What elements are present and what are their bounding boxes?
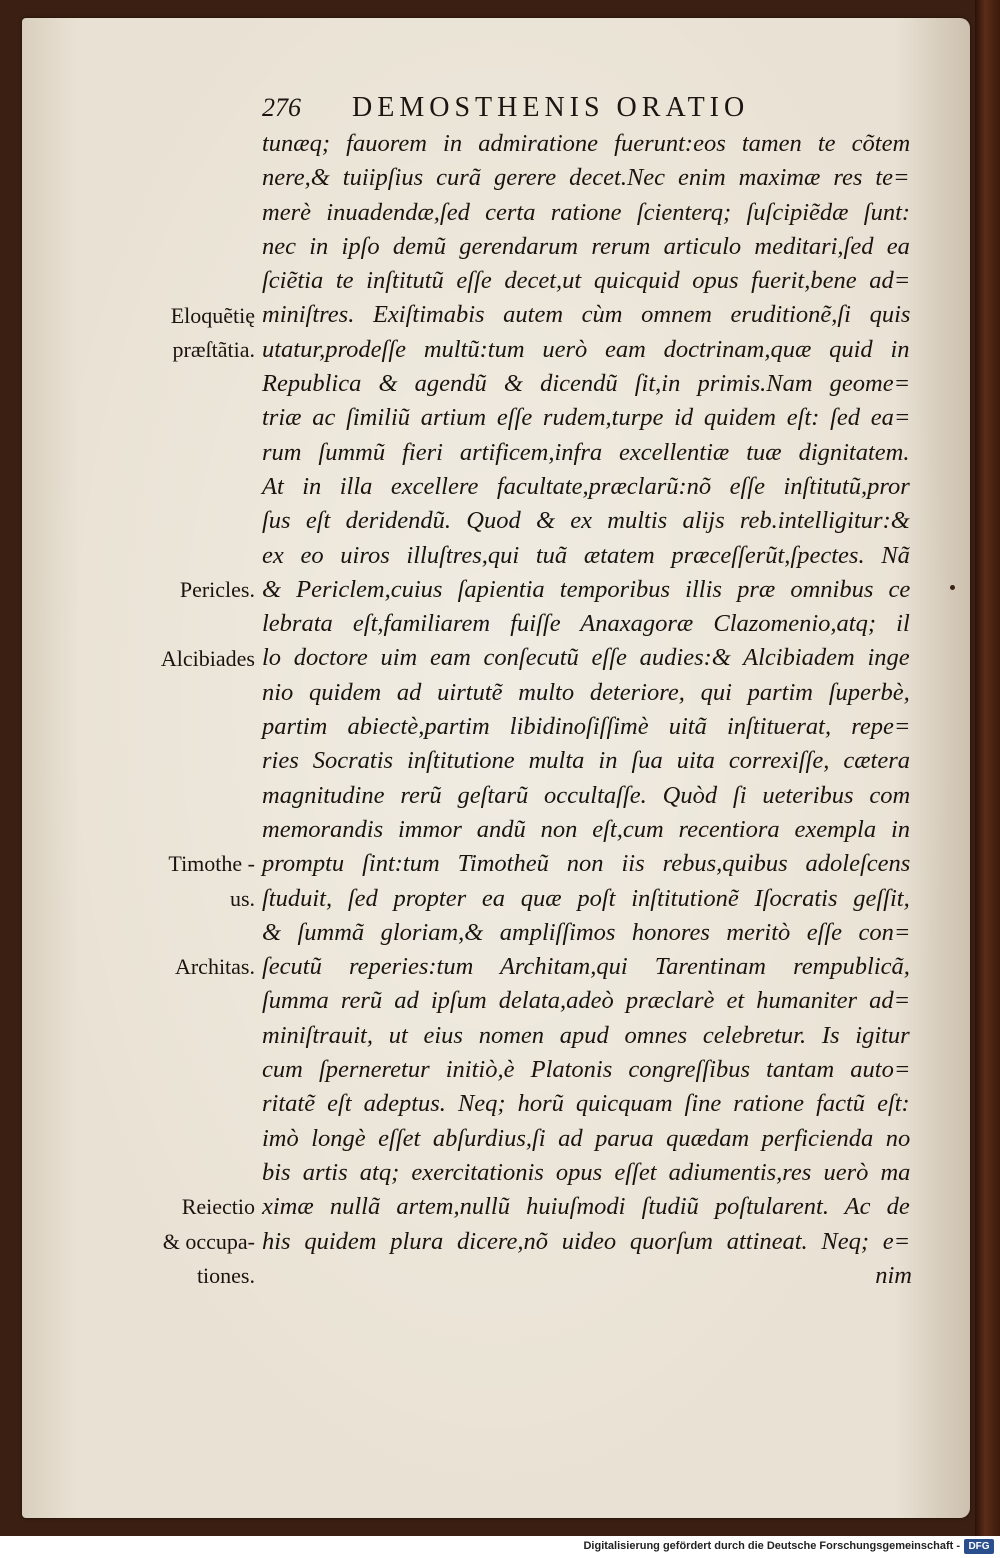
text-line: rum ſummũ fieri artificem,infra excellentiæ tuæ dignitatem. bbox=[262, 438, 910, 466]
text-line: imò longè eſſet abſurdius,ſi ad parua quædam perficienda no bbox=[262, 1124, 911, 1152]
text-line: lo doctore uim eam conſecutũ eſſe audies:& Alcibiadem inge bbox=[262, 644, 910, 672]
book-edge bbox=[975, 0, 1000, 1536]
text-line: tunæq; fauorem in admiratione fuerunt:eos tamen te cõtem bbox=[262, 130, 911, 157]
text-line: & Periclem,cuius ſapientia temporibus illis præ omnibus ce bbox=[262, 575, 911, 603]
margin-note: & occupa- bbox=[162, 1228, 255, 1254]
text-line: ex eo uiros illuſtres,qui tuã ætatem præceſſerũt,ſpectes. Nã bbox=[262, 541, 910, 569]
text-line: ritatẽ eſt adeptus. Neq; horũ quicquam ſine ratione factũ eſt: bbox=[262, 1090, 910, 1118]
text-line: memorandis immor andũ non eſt,cum recentiora exempla in bbox=[262, 815, 910, 843]
margin-note: tiones. bbox=[196, 1262, 255, 1288]
text-line: ſus eſt deridendũ. Quod & ex multis alijs reb.intelligitur:& bbox=[262, 507, 910, 535]
margin-note: Timothe - bbox=[168, 851, 255, 877]
text-line: At in illa excellere facultate,præclarũ:nõ eſſe inſtitutũ,pror bbox=[262, 472, 910, 500]
text-line: partim abiectè,partim libidinoſiſſimè uitã inſtituerat, repe= bbox=[262, 713, 911, 741]
text-line: Republica & agendũ & dicendũ ſit,in primis.Nam geome= bbox=[262, 370, 911, 398]
text-line: bis artis atq; exercitationis opus eſſet adiumentis,res uerò ma bbox=[262, 1158, 911, 1186]
margin-note: Alcibiades bbox=[160, 645, 255, 671]
running-head bbox=[262, 92, 862, 126]
running-head-title: DEMOSTHENIS ORATIO bbox=[352, 92, 750, 123]
margin-note: Reiectio bbox=[181, 1194, 255, 1220]
margin-note: præſtãtia. bbox=[172, 336, 255, 362]
text-line: nio quidem ad uirtutẽ multo deteriore, qui partim ſuperbè, bbox=[262, 678, 910, 706]
text-line: his quidem plura dicere,nõ uideo quorſum attineat. Neq; e= bbox=[262, 1227, 911, 1255]
page-number: 276 bbox=[262, 93, 301, 122]
footer-credit: Digitalisierung gefördert durch die Deutsche Forschungsgemeinschaft - bbox=[583, 1540, 960, 1552]
text-line: ximæ nullã artem,nullũ huiuſmodi ſtudiũ poſtularent. Ac de bbox=[262, 1193, 910, 1221]
text-line: miniſtrauit, ut eius nomen apud omnes celebretur. Is igitur bbox=[262, 1021, 910, 1049]
margin-note: Eloquẽtię bbox=[170, 302, 255, 328]
text-line: lebrata eſt,familiarem fuiſſe Anaxagoræ Clazomenio,atq; il bbox=[262, 610, 910, 638]
text-line: nec in ipſo demũ gerendarum rerum articulo meditari,ſed ea bbox=[262, 232, 910, 260]
dfg-logo-icon: DFG bbox=[964, 1539, 994, 1554]
text-line: nere,& tuiipſius curã gerere decet.Nec enim maximæ res te= bbox=[262, 164, 910, 192]
margin-note: Pericles. bbox=[179, 576, 255, 602]
margin-note: us. bbox=[229, 885, 255, 911]
footer-bar bbox=[0, 1536, 1000, 1558]
text-line: ries Socratis inſtitutione multa in ſua uita correxiſſe, cætera bbox=[262, 747, 910, 775]
main-text-block bbox=[262, 127, 922, 1293]
text-line: ſtuduit, ſed propter ea quæ poſt inſtitutionẽ Iſocratis geſſit, bbox=[262, 884, 910, 912]
text-line: merè inuadendæ,ſed certa ratione ſcienterq; ſuſcipiẽdæ ſunt: bbox=[262, 198, 911, 226]
margin-note: Architas. bbox=[174, 954, 255, 980]
text-line: promptu ſint:tum Timotheũ non iis rebus,quibus adoleſcens bbox=[262, 850, 911, 878]
text-line: triæ ac ſimiliũ artium eſſe rudem,turpe id quidem eſt: ſed ea= bbox=[262, 404, 911, 432]
ink-spot bbox=[950, 585, 955, 590]
text-line: cum ſperneretur initiò,è Platonis congreſſibus tantam auto= bbox=[262, 1056, 911, 1084]
text-line: magnitudine rerũ geſtarũ occultaſſe. Quòd ſi ueteribus com bbox=[262, 781, 911, 809]
text-line: nim bbox=[875, 1261, 912, 1289]
text-line: utatur,prodeſſe multũ:tum uerò eam doctrinam,quæ quid in bbox=[262, 335, 910, 363]
text-line: ſumma rerũ ad ipſum delata,adeò præclarè et humaniter ad= bbox=[262, 987, 911, 1015]
text-line: miniſtres. Exiſtimabis autem cùm omnem eruditionẽ,ſi quis bbox=[262, 301, 911, 329]
text-line: ſciẽtia te inſtitutũ eſſe decet,ut quicquid opus fuerit,bene ad= bbox=[262, 267, 911, 295]
text-line: ſecutũ reperies:tum Architam,qui Tarentinam rempublicã, bbox=[262, 953, 910, 981]
text-line: & ſummã gloriam,& ampliſſimos honores meritò eſſe con= bbox=[262, 918, 911, 946]
